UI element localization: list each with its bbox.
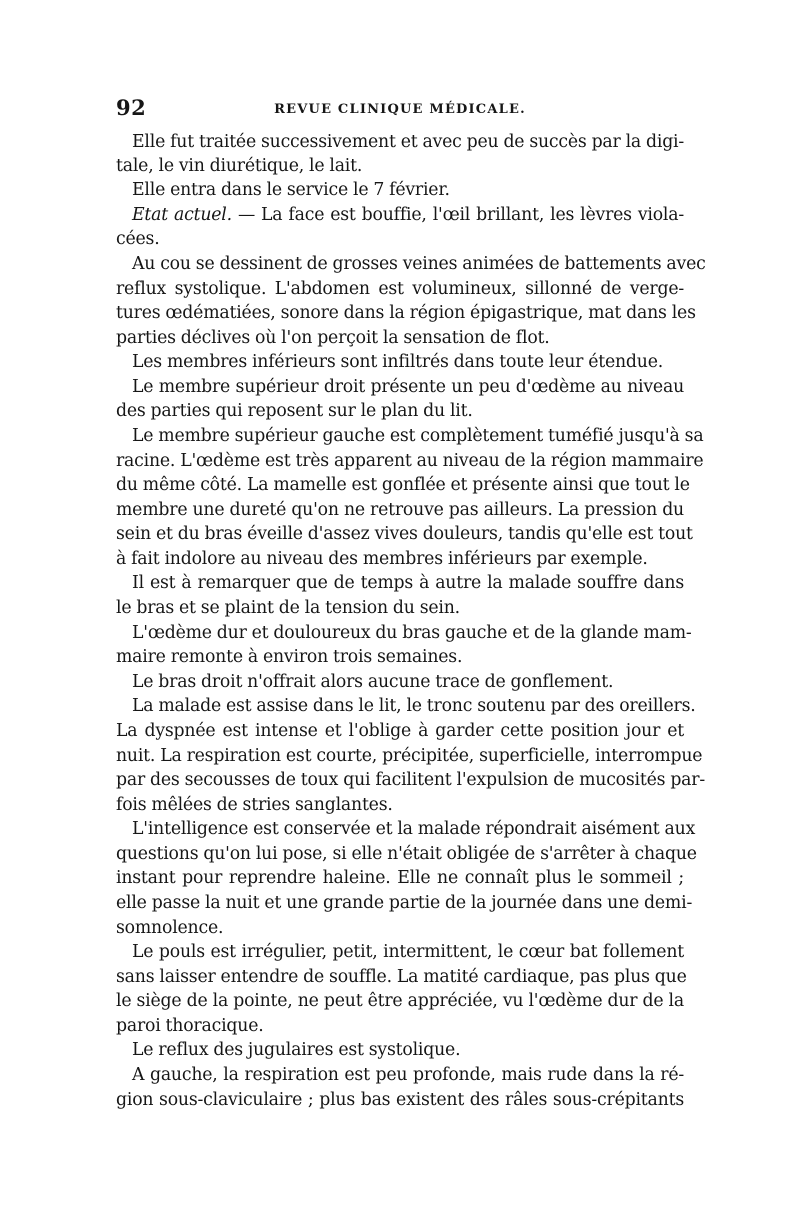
text-line: reflux systolique. L'abdomen est volumineux, sillonné de verge- bbox=[116, 279, 684, 299]
text-line: maire remonte à environ trois semaines. bbox=[116, 647, 463, 667]
text-line: La malade est assise dans le lit, le tronc soutenu par des oreillers. bbox=[132, 696, 696, 716]
text-line: sans laisser entendre de souffle. La matité cardiaque, pas plus que bbox=[116, 967, 687, 987]
text-line bbox=[132, 203, 684, 227]
text-line: membre une dureté qu'on ne retrouve pas ailleurs. La pression du bbox=[116, 500, 684, 520]
text-line: tale, le vin diurétique, le lait. bbox=[116, 156, 363, 176]
text-line: Le membre supérieur droit présente un peu d'œdème au niveau bbox=[132, 377, 684, 397]
text-line: Elle fut traitée successivement et avec peu de succès par la digi- bbox=[132, 132, 685, 152]
text-line: parties déclives où l'on perçoit la sensation de flot. bbox=[116, 328, 550, 348]
running-title: REVUE CLINIQUE MÉDICALE. bbox=[274, 102, 526, 117]
text-line: Elle entra dans le service le 7 février. bbox=[132, 180, 450, 200]
text-line: somnolence. bbox=[116, 918, 224, 938]
page-header bbox=[116, 95, 684, 123]
text-line: racine. L'œdème est très apparent au niveau de la région mammaire bbox=[116, 451, 704, 471]
text-line: Le pouls est irrégulier, petit, intermittent, le cœur bat follement bbox=[132, 942, 684, 962]
text-line: elle passe la nuit et une grande partie de la journée dans une demi- bbox=[116, 893, 693, 913]
text-line: Au cou se dessinent de grosses veines animées de battements avec bbox=[132, 254, 706, 274]
text-line: L'œdème dur et douloureux du bras gauche et de la glande mam- bbox=[132, 623, 692, 643]
text-line: des parties qui reposent sur le plan du lit. bbox=[116, 401, 473, 421]
text-span: — La face est bouffie, l'œil brillant, les lèvres viola- bbox=[237, 205, 684, 225]
text-line: tures œdématiées, sonore dans la région épigastrique, mat dans les bbox=[116, 303, 696, 323]
text-line: A gauche, la respiration est peu profonde, mais rude dans la ré- bbox=[132, 1065, 684, 1085]
text-line: Il est à remarquer que de temps à autre la malade souffre dans bbox=[132, 573, 684, 593]
text-line: paroi thoracique. bbox=[116, 1016, 264, 1036]
text-line: Le membre supérieur gauche est complètement tuméfié jusqu'à sa bbox=[132, 426, 704, 446]
text-line: gion sous-claviculaire ; plus bas existent des râles sous-crépitants bbox=[116, 1090, 684, 1110]
text-line: La dyspnée est intense et l'oblige à garder cette position jour et bbox=[116, 721, 684, 741]
text-line: par des secousses de toux qui facilitent l'expulsion de mucosités par- bbox=[116, 770, 705, 790]
text-line: Les membres inférieurs sont infiltrés dans toute leur étendue. bbox=[132, 352, 664, 372]
text-line: L'intelligence est conservée et la malade répondrait aisément aux bbox=[132, 819, 696, 839]
text-line: instant pour reprendre haleine. Elle ne connaît plus le sommeil ; bbox=[116, 868, 684, 888]
text-line: questions qu'on lui pose, si elle n'était obligée de s'arrêter à chaque bbox=[116, 844, 697, 864]
text-line: à fait indolore au niveau des membres inférieurs par exemple. bbox=[116, 549, 648, 569]
text-line: Le reflux des jugulaires est systolique. bbox=[132, 1040, 461, 1060]
text-line: du même côté. La mamelle est gonflée et présente ainsi que tout le bbox=[116, 475, 690, 495]
text-line: nuit. La respiration est courte, précipitée, superficielle, interrompue bbox=[116, 746, 703, 766]
text-line: le siège de la pointe, ne peut être appréciée, vu l'œdème dur de la bbox=[116, 991, 684, 1011]
page-number: 92 bbox=[116, 95, 147, 120]
text-line: sein et du bras éveille d'assez vives douleurs, tandis qu'elle est tout bbox=[116, 524, 693, 544]
text-line: fois mêlées de stries sanglantes. bbox=[116, 795, 393, 815]
text-line: cées. bbox=[116, 229, 160, 249]
section-label: Etat actuel. bbox=[132, 205, 232, 225]
text-line: Le bras droit n'offrait alors aucune trace de gonflement. bbox=[132, 672, 614, 692]
text-line: le bras et se plaint de la tension du sein. bbox=[116, 598, 460, 618]
